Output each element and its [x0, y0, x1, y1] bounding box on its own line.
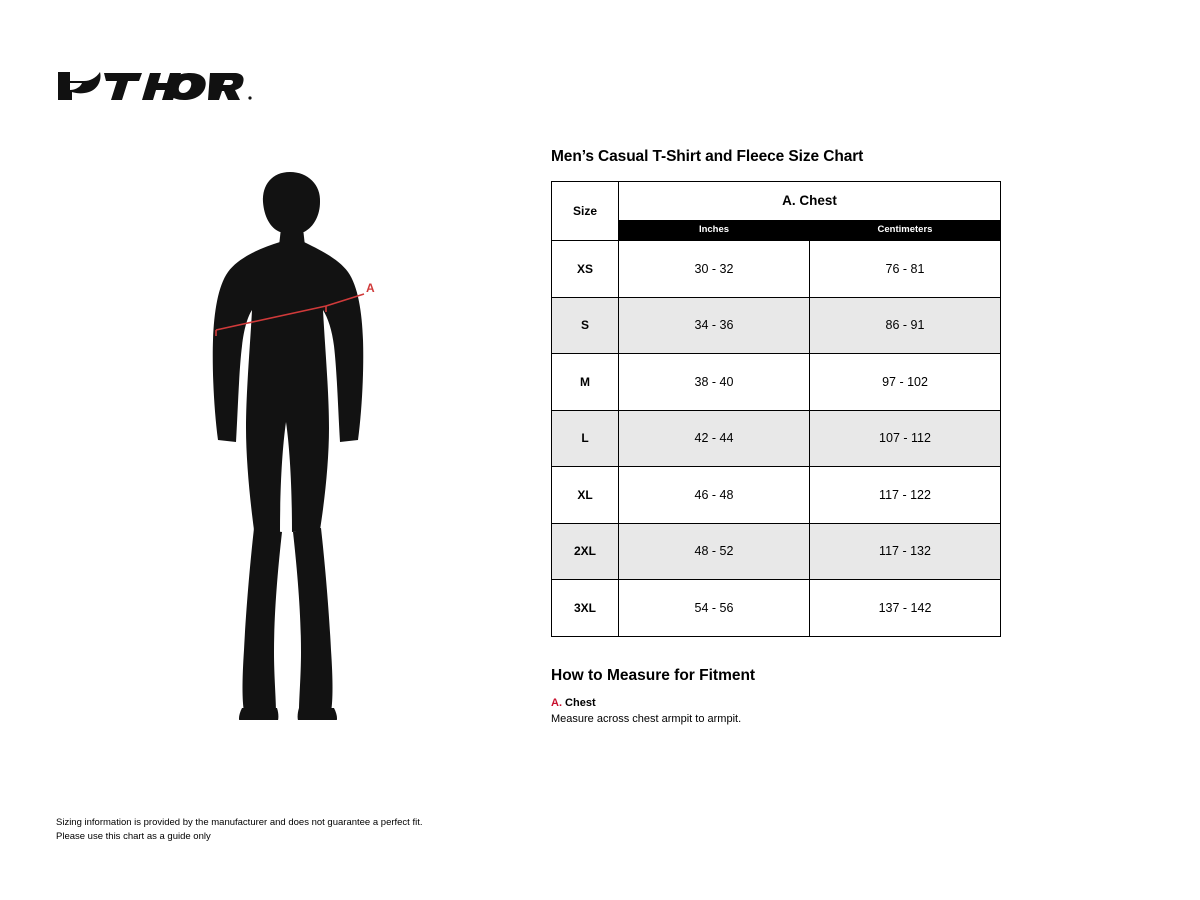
size-chart-panel: [551, 148, 1001, 725]
header-centimeters: Centimeters: [810, 220, 1001, 241]
cell-centimeters: 97 - 102: [810, 354, 1001, 411]
disclaimer: [56, 816, 423, 844]
measurement-diagram: [180, 160, 440, 720]
header-inches: Inches: [619, 220, 810, 241]
table-row: [552, 580, 1001, 637]
measure-label-text: Chest: [562, 696, 596, 709]
page-title: Men’s Casual T-Shirt and Fleece Size Chart: [551, 148, 864, 165]
table-header-row: [552, 182, 1001, 220]
header-chest-group: A. Chest: [619, 182, 1001, 220]
size-chart-table: [551, 181, 1001, 637]
table-row: [552, 410, 1001, 467]
cell-centimeters: 76 - 81: [810, 241, 1001, 298]
cell-centimeters: 117 - 122: [810, 467, 1001, 524]
cell-inches: 38 - 40: [619, 354, 810, 411]
cell-centimeters: 117 - 132: [810, 523, 1001, 580]
cell-inches: 34 - 36: [619, 297, 810, 354]
cell-inches: 42 - 44: [619, 410, 810, 467]
cell-centimeters: 86 - 91: [810, 297, 1001, 354]
cell-inches: 54 - 56: [619, 580, 810, 637]
cell-size: XL: [552, 467, 619, 524]
cell-size: L: [552, 410, 619, 467]
cell-size: 3XL: [552, 580, 619, 637]
table-row: [552, 354, 1001, 411]
cell-size: 2XL: [552, 523, 619, 580]
how-to-measure-item-description: Measure across chest armpit to armpit.: [551, 712, 742, 725]
header-size: Size: [552, 182, 619, 241]
cell-centimeters: 137 - 142: [810, 580, 1001, 637]
cell-inches: 46 - 48: [619, 467, 810, 524]
table-unit-row: [552, 220, 1001, 241]
disclaimer-line-1: Sizing information is provided by the manufacturer and does not guarantee a perfect fit.: [56, 817, 423, 828]
brand-logo: [56, 62, 256, 110]
how-to-measure-section: [551, 667, 1001, 725]
cell-size: M: [552, 354, 619, 411]
male-body-silhouette-icon: [180, 160, 440, 720]
how-to-measure-item-label: [551, 697, 1001, 709]
thor-logo-icon: [56, 62, 256, 110]
disclaimer-line-2: Please use this chart as a guide only: [56, 830, 211, 842]
cell-inches: 48 - 52: [619, 523, 810, 580]
table-row: [552, 467, 1001, 524]
measure-marker: A.: [551, 696, 562, 709]
cell-size: XS: [552, 241, 619, 298]
cell-inches: 30 - 32: [619, 241, 810, 298]
how-to-measure-title: How to Measure for Fitment: [551, 666, 756, 684]
chest-measure-label: A: [366, 281, 375, 295]
cell-centimeters: 107 - 112: [810, 410, 1001, 467]
cell-size: S: [552, 297, 619, 354]
table-row: [552, 523, 1001, 580]
table-row: [552, 297, 1001, 354]
table-row: [552, 241, 1001, 298]
